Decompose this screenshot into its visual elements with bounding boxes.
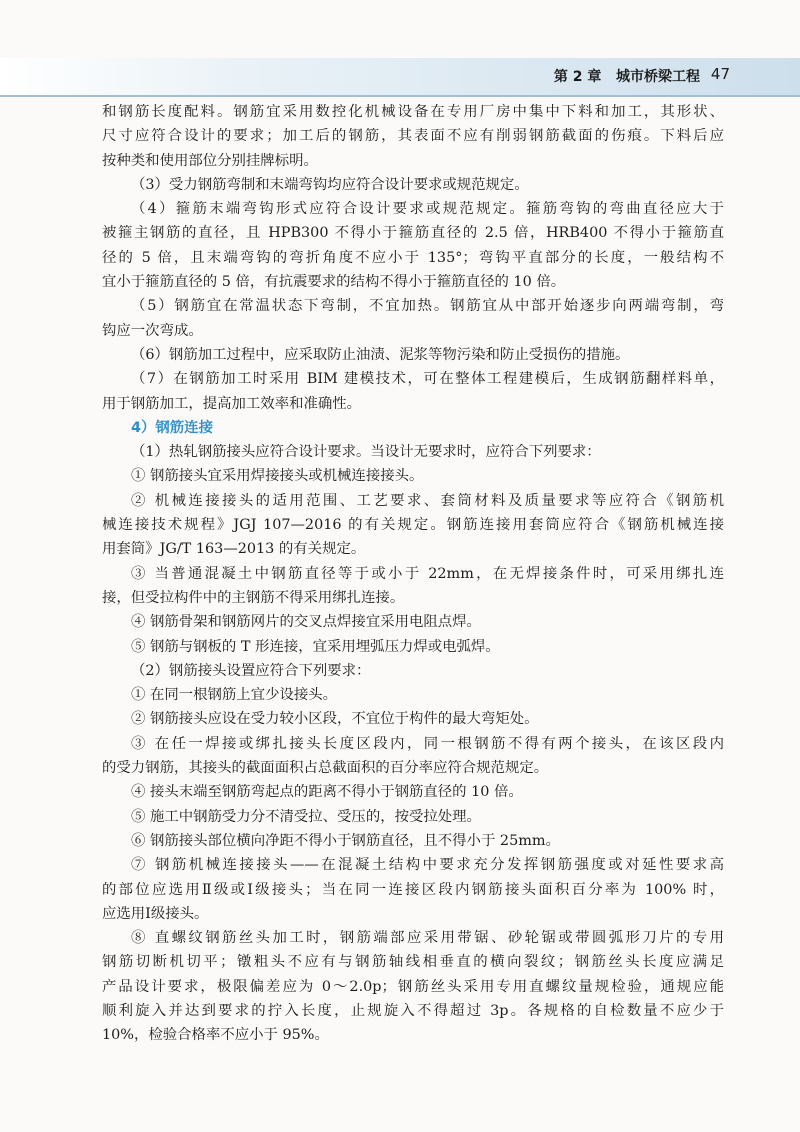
text-line: ③ 在任一焊接或绑扎接头长度区段内，同一根钢筋不得有两个接头，在该区段内 xyxy=(131,735,724,752)
chapter-title: 第 2 章 城市桥梁工程 xyxy=(553,69,700,85)
text-line: ② 机械连接接头的适用范围、工艺要求、套筒材料及质量要求等应符合《钢筋机 xyxy=(131,492,724,509)
text-line: ⑤ 施工中钢筋受力分不清受拉、受压的，按受拉处理。 xyxy=(131,808,481,825)
text-line: ⑦ 钢筋机械连接接头——在混凝土结构中要求充分发挥钢筋强度或对延性要求高 xyxy=(131,857,724,874)
text-line: ③ 当普通混凝土中钢筋直径等于或小于 22mm，在无焊接条件时，可采用绑扎连 xyxy=(131,565,724,582)
text-line: ④ 钢筋骨架和钢筋网片的交叉点焊接宜采用电阻点焊。 xyxy=(131,614,481,631)
text-line: ⑤ 钢筋与钢板的 T 形连接，宜采用埋弧压力焊或电弧焊。 xyxy=(131,638,500,655)
text-line: 械连接技术规程》JGJ 107—2016 的有关规定。钢筋连接用套筒应符合《钢筋机械连接 xyxy=(102,517,724,534)
text-line: 顺利旋入并达到要求的拧入长度，止规旋入不得超过 3p。各规格的自检数量不应少于 xyxy=(102,1002,724,1019)
header-rule xyxy=(0,95,800,97)
text-line: （2）钢筋接头设置应符合下列要求： xyxy=(131,662,371,679)
text-line: 径的 5 倍，且末端弯钩的弯折角度不应小于 135°；弯钩平直部分的长度，一般结构不 xyxy=(102,249,724,266)
text-line: 钢筋切断机切平；镦粗头不应有与钢筋轴线相垂直的横向裂纹；钢筋丝头长度应满足 xyxy=(102,954,724,971)
page-number: 47 xyxy=(710,65,730,83)
text-line: 按种类和使用部位分别挂牌标明。 xyxy=(102,152,318,169)
text-line: 10%，检验合格率不应小于 95%。 xyxy=(102,1027,329,1044)
text-line: 尺寸应符合设计的要求；加工后的钢筋，其表面不应有削弱钢筋截面的伤痕。下料后应 xyxy=(102,128,724,145)
text-line: （7）在钢筋加工时采用 BIM 建模技术，可在整体工程建模后，生成钢筋翻样料单， xyxy=(131,371,724,388)
text-line: 的部位应选用Ⅱ级或Ⅰ级接头；当在同一连接区段内钢筋接头面积百分率为 100% 时， xyxy=(102,881,724,898)
text-line: （1）热轧钢筋接头应符合设计要求。当设计无要求时，应符合下列要求： xyxy=(131,444,601,461)
text-line: 和钢筋长度配料。钢筋宜采用数控化机械设备在专用厂房中集中下料和加工，其形状、 xyxy=(102,104,724,120)
text-line: 被箍主钢筋的直径，且 HPB300 不得小于箍筋直径的 2.5 倍，HRB400 不得小于箍筋直 xyxy=(102,225,724,242)
text-line: （5）钢筋宜在常温状态下弯制，不宜加热。钢筋宜从中部开始逐步向两端弯制，弯 xyxy=(131,298,724,315)
text-line: ① 钢筋接头宜采用焊接接头或机械连接接头。 xyxy=(131,468,424,485)
text-line: ④ 接头末端至钢筋弯起点的距离不得小于钢筋直径的 10 倍。 xyxy=(131,784,523,801)
text-line: 应选用Ⅰ级接头。 xyxy=(102,905,209,922)
text-line: 用于钢筋加工，提高加工效率和准确性。 xyxy=(102,395,362,412)
text-line: （6）钢筋加工过程中，应采取防止油渍、泥浆等物污染和防止受损伤的措施。 xyxy=(131,346,630,363)
section-heading: 4）钢筋连接 xyxy=(131,419,213,436)
text-line: 接，但受拉构件中的主钢筋不得采用绑扎连接。 xyxy=(102,589,405,606)
text-line: 的受力钢筋，其接头的截面面积占总截面积的百分率应符合规范规定。 xyxy=(102,760,549,777)
text-line: 钩应一次弯成。 xyxy=(102,322,203,339)
page-body xyxy=(102,100,724,1048)
text-line: ⑧ 直螺纹钢筋丝头加工时，钢筋端部应采用带锯、砂轮锯或带圆弧形刀片的专用 xyxy=(131,930,724,947)
text-line: ① 在同一根钢筋上宜少设接头。 xyxy=(131,687,338,704)
text-line: （3）受力钢筋弯制和末端弯钩均应符合设计要求或规范规定。 xyxy=(131,176,529,193)
text-line: 宜小于箍筋直径的 5 倍，有抗震要求的结构不得小于箍筋直径的 10 倍。 xyxy=(102,274,566,291)
text-line: ② 钢筋接头应设在受力较小区段，不宜位于构件的最大弯矩处。 xyxy=(131,711,539,728)
text-line: ⑥ 钢筋接头部位横向净距不得小于钢筋直径，且不得小于 25mm。 xyxy=(131,832,560,849)
text-line: （4）箍筋末端弯钩形式应符合设计要求或规范规定。箍筋弯钩的弯曲直径应大于 xyxy=(131,201,724,218)
text-line: 用套筒》JG/T 163—2013 的有关规定。 xyxy=(102,541,366,558)
text-line: 产品设计要求，极限偏差应为 0～2.0p；钢筋丝头采用专用直螺纹量规检验，通规应能 xyxy=(102,978,724,995)
